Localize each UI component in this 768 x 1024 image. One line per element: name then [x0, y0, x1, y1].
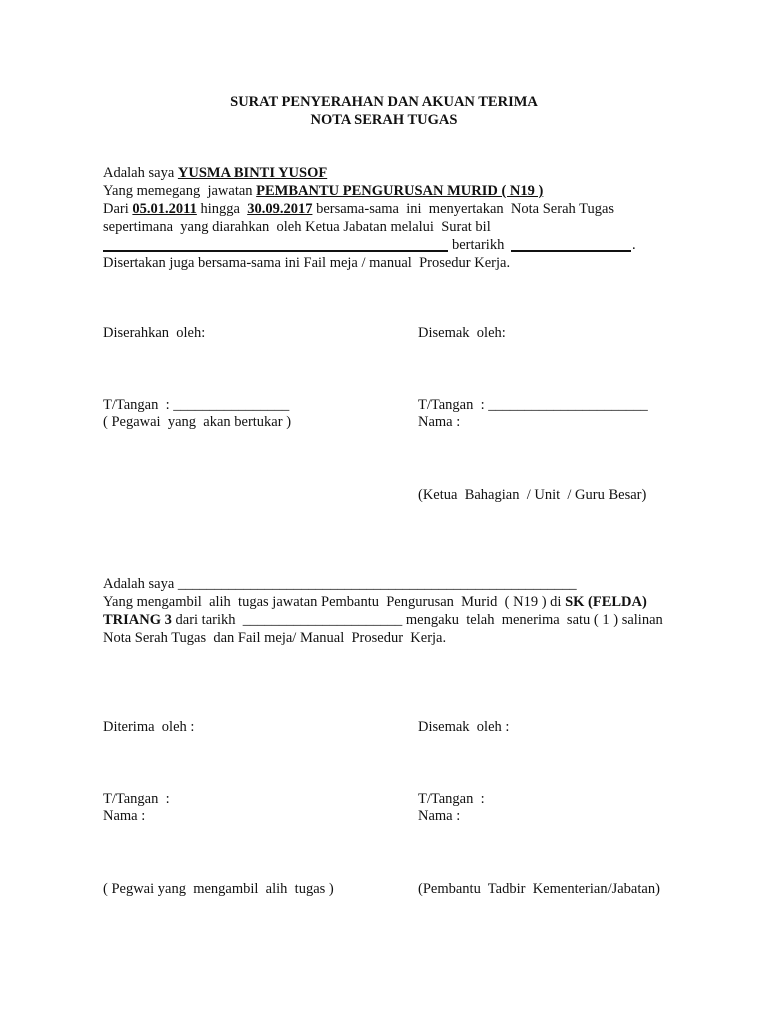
signature-label-right-2: T/Tangan : — [418, 791, 485, 807]
section1-line2: Yang memegang jawatan PEMBANTU PENGURUSAN MURID ( N19 ) — [103, 183, 544, 199]
section1-line1: Adalah saya YUSMA BINTI YUSOF — [103, 165, 328, 181]
received-by-label: Diterima oleh : — [103, 719, 195, 735]
outgoing-officer-role: ( Pegawai yang akan bertukar ) — [103, 414, 292, 430]
bertarikh-label: bertarikh — [452, 237, 505, 253]
signature-line-right: T/Tangan : ______________________ — [418, 397, 648, 413]
name-label-left-2: Nama : — [103, 808, 146, 824]
school-name-part1: SK (FELDA) — [565, 594, 647, 610]
document-subtitle: NOTA SERAH TUGAS — [310, 112, 458, 128]
section2-line4: Nota Serah Tugas dan Fail meja/ Manual Prosedur Kerja. — [103, 630, 447, 646]
line-end-dot: . — [632, 237, 636, 253]
head-of-unit-role: (Ketua Bahagian / Unit / Guru Besar) — [418, 487, 647, 503]
holder-position: PEMBANTU PENGURUSAN MURID ( N19 ) — [256, 183, 544, 199]
date-to: 30.09.2017 — [247, 201, 313, 217]
holder-name: YUSMA BINTI YUSOF — [177, 165, 328, 181]
signature-label-left-2: T/Tangan : — [103, 791, 170, 807]
section2-line2: Yang mengambil alih tugas jawatan Pembantu Pengurusan Murid ( N19 ) di SK (FELDA) — [103, 594, 647, 610]
letter-date-blank — [511, 250, 631, 252]
admin-assistant-role: (Pembantu Tadbir Kementerian/Jabatan) — [418, 881, 660, 897]
section1-line3: Dari 05.01.2011 hingga 30.09.2017 bersama-sama ini menyertakan Nota Serah Tugas — [103, 201, 615, 217]
checked-by-label-2: Disemak oleh : — [418, 719, 510, 735]
section2-line1: Adalah saya _______________________________________________________ — [103, 576, 577, 592]
school-name-part2: TRIANG 3 — [103, 612, 172, 628]
section1-line6: Disertakan juga bersama-sama ini Fail meja / manual Prosedur Kerja. — [103, 255, 511, 271]
signature-line-left: T/Tangan : ________________ — [103, 397, 290, 413]
name-label-right: Nama : — [418, 414, 461, 430]
name-label-right-2: Nama : — [418, 808, 461, 824]
checked-by-label: Disemak oleh: — [418, 325, 506, 341]
handed-over-by-label: Diserahkan oleh: — [103, 325, 206, 341]
incoming-officer-role: ( Pegwai yang mengambil alih tugas ) — [103, 881, 334, 897]
date-from: 05.01.2011 — [132, 201, 197, 217]
letter-number-blank — [103, 250, 448, 252]
section2-line3: TRIANG 3 dari tarikh ______________________ mengaku telah menerima satu ( 1 ) salinan — [103, 612, 663, 628]
document-title: SURAT PENYERAHAN DAN AKUAN TERIMA — [230, 94, 538, 110]
section1-line4: sepertimana yang diarahkan oleh Ketua Jabatan melalui Surat bil — [103, 219, 491, 235]
